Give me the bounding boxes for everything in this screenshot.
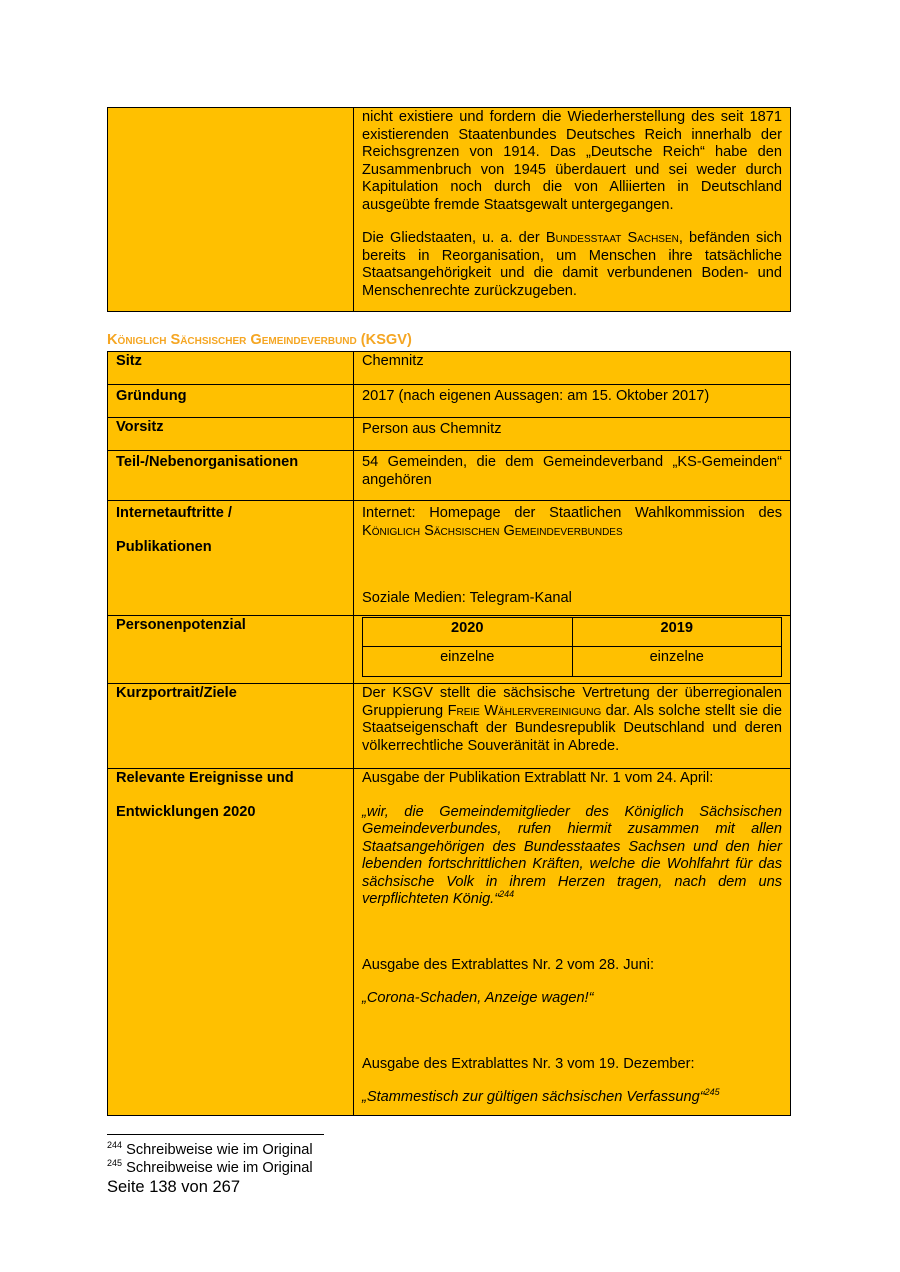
value-personenpotenzial <box>354 616 791 684</box>
footnote-ref-245[interactable]: 245 <box>704 1087 720 1098</box>
freie-waehlervereinigung-term: Freie Wählervereinigung <box>447 702 602 719</box>
social-media-text: Soziale Medien: Telegram-Kanal <box>362 590 572 606</box>
label-ereignisse: Relevante Ereignisse und Entwicklungen 2020 <box>108 769 354 1116</box>
ksgv-profile-table <box>107 351 791 1116</box>
table-row <box>108 501 791 616</box>
value-teilorganisationen: 54 Gemeinden, die dem Gemeindeverband „KS-Gemeinden“ angehören <box>354 451 791 501</box>
table-row <box>108 418 791 451</box>
table-row <box>108 616 791 684</box>
label-personenpotenzial: Personenpotenzial <box>108 616 354 684</box>
footnote-244: $^{244}$ Schreibweise wie im Original <box>107 1140 313 1158</box>
value-ereignisse <box>354 769 791 1116</box>
value-2020: einzelne <box>363 646 573 677</box>
value-sitz: Chemnitz <box>354 352 791 385</box>
value-gruendung: 2017 (nach eigenen Aussagen: am 15. Oktober 2017) <box>354 385 791 418</box>
label-gruendung: Gründung <box>108 385 354 418</box>
year-2020-header: 2020 <box>363 618 573 647</box>
footnote-245: $^{245}$ Schreibweise wie im Original <box>107 1158 313 1176</box>
quote-2: „Corona-Schaden, Anzeige wagen!“ <box>362 990 594 1006</box>
continuation-text-cell <box>354 108 791 312</box>
personenpotenzial-table <box>362 617 782 677</box>
continuation-paragraph-2: Die Gliedstaaten, u. a. der Bundesstaat Sachsen, befänden sich bereits in Reorganisation, um Menschen ihre tatsächliche Staatsangehörigkeit und die damit verbundenen Boden- und Menschenrechte zurückzugeben. <box>362 230 782 299</box>
label-kurzportrait: Kurzportrait/Ziele <box>108 684 354 769</box>
table-row <box>108 451 791 501</box>
footnote-separator <box>107 1134 324 1135</box>
event-3: Ausgabe des Extrablattes Nr. 3 vom 19. Dezember: <box>362 1055 695 1072</box>
continuation-paragraph-1: nicht existiere und fordern die Wiederherstellung des seit 1871 existierenden Staatenbundes Deutsches Reich innerhalb der Reichsgrenzen von 1914. Das „Deutsche Reich“ habe den Zusammenbruch von 1945 überdauert und sei weder durch Kapitulation noch durch die von Alliierten in Deutschland ausgeübte fremde Staatsgewalt untergegangen. <box>362 109 782 213</box>
page-number: Seite 138 von 267 <box>107 1178 241 1196</box>
section-title: Königlich Sächsischer Gemeindeverbund (KSGV) <box>107 332 412 348</box>
event-2: Ausgabe des Extrablattes Nr. 2 vom 28. Juni: <box>362 956 655 973</box>
label-internetauftritte: Internetauftritte / Publikationen <box>108 501 354 616</box>
quote-3: „Stammestisch zur gültigen sächsischen Verfassung“$^{245}$ <box>362 1087 720 1105</box>
table-row <box>108 352 791 385</box>
value-2019: einzelne <box>572 646 782 677</box>
continuation-table <box>107 107 791 312</box>
bundesstaat-sachsen-term: Bundesstaat Sachsen <box>545 230 679 246</box>
value-internetauftritte <box>354 501 791 616</box>
event-1: Ausgabe der Publikation Extrablatt Nr. 1 vom 24. April: <box>362 770 714 786</box>
label-sitz: Sitz <box>108 352 354 385</box>
year-2019-header: 2019 <box>572 618 782 647</box>
table-row <box>108 684 791 769</box>
quote-1: „wir, die Gemeindemitglieder des Königlich Sächsischen Gemeindeverbundes, rufen hiermit zusammen mit allen Staatsangehörigen des Bundesstaates Sachsen und den hier lebenden fortschrittlichen Kräften, welche die Wohlfahrt für das sächsische Volk in ihrem Herzen tragen, nach dem uns verpflichteten König.“$^{244}$ <box>362 803 782 907</box>
value-kurzportrait: Der KSGV stellt die sächsische Vertretung der überregionalen Gruppierung Freie Wählervereinigung dar. Als solche stellt sie die Staatseigenschaft der Bundesrepublik Deutschland und deren völkerrechtliche Souveränität in Abrede. <box>354 684 791 769</box>
table-row <box>108 769 791 1116</box>
table-row <box>108 385 791 418</box>
internet-homepage-text: Internet: Homepage der Staatlichen Wahlkommission des Königlich Sächsischen Gemeindeverbundes <box>362 505 782 539</box>
label-teilorganisationen: Teil-/Nebenorganisationen <box>108 451 354 501</box>
footnote-ref-244[interactable]: 244 <box>499 889 515 900</box>
empty-label-cell <box>108 108 354 312</box>
label-vorsitz: Vorsitz <box>108 418 354 451</box>
value-vorsitz: Person aus Chemnitz <box>354 418 791 451</box>
